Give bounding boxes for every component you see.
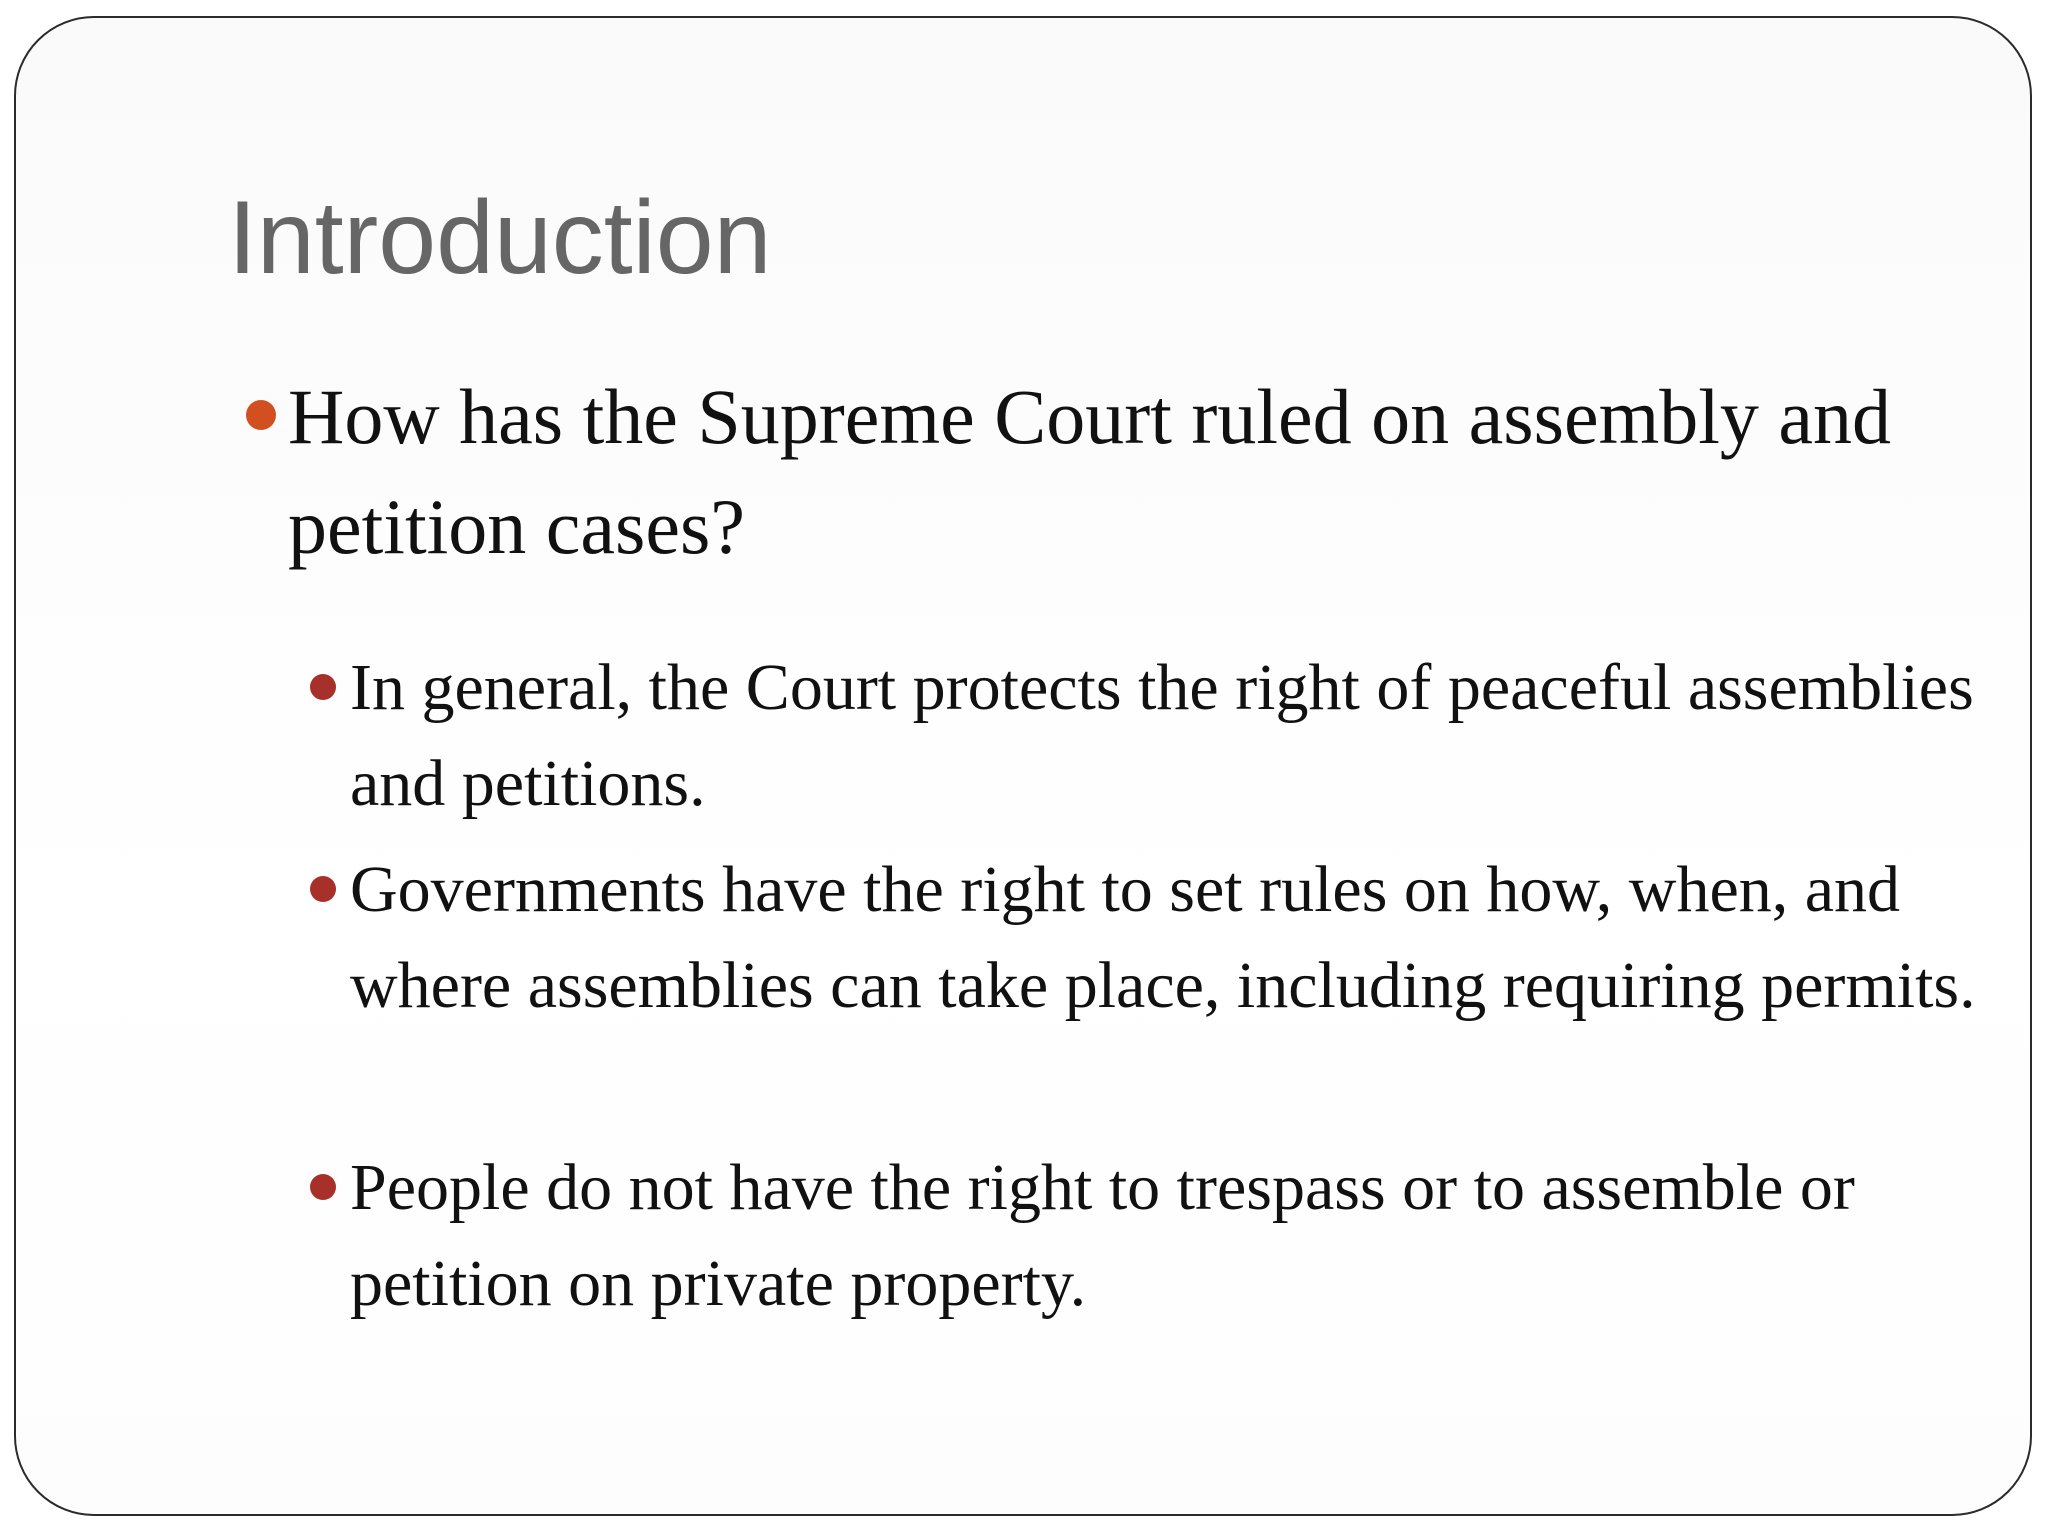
bullet-dot-icon: [310, 1174, 336, 1200]
bullet-dot-icon: [246, 400, 276, 430]
sub-bullet-private-property: [350, 1140, 1990, 1332]
bullet-level-1: [288, 362, 1928, 582]
sub-bullet-court-protects: [350, 640, 1990, 832]
slide: [14, 16, 2032, 1516]
slide-title: Introduction: [228, 180, 772, 296]
sub-bullet-government-rules: [350, 842, 1990, 1034]
bullet-text: How has the Supreme Court ruled on assembly and petition cases?: [288, 373, 1892, 570]
slide-body: [16, 18, 2030, 1514]
bullet-dot-icon: [310, 674, 336, 700]
bullet-text: People do not have the right to trespass or to assemble or petition on private property.: [350, 1151, 1855, 1320]
bullet-text: In general, the Court protects the right of peaceful assemblies and petitions.: [350, 651, 1974, 820]
bullet-text: Governments have the right to set rules on how, when, and where assemblies can take place, including requiring permits.: [350, 853, 1976, 1022]
bullet-dot-icon: [310, 876, 336, 902]
